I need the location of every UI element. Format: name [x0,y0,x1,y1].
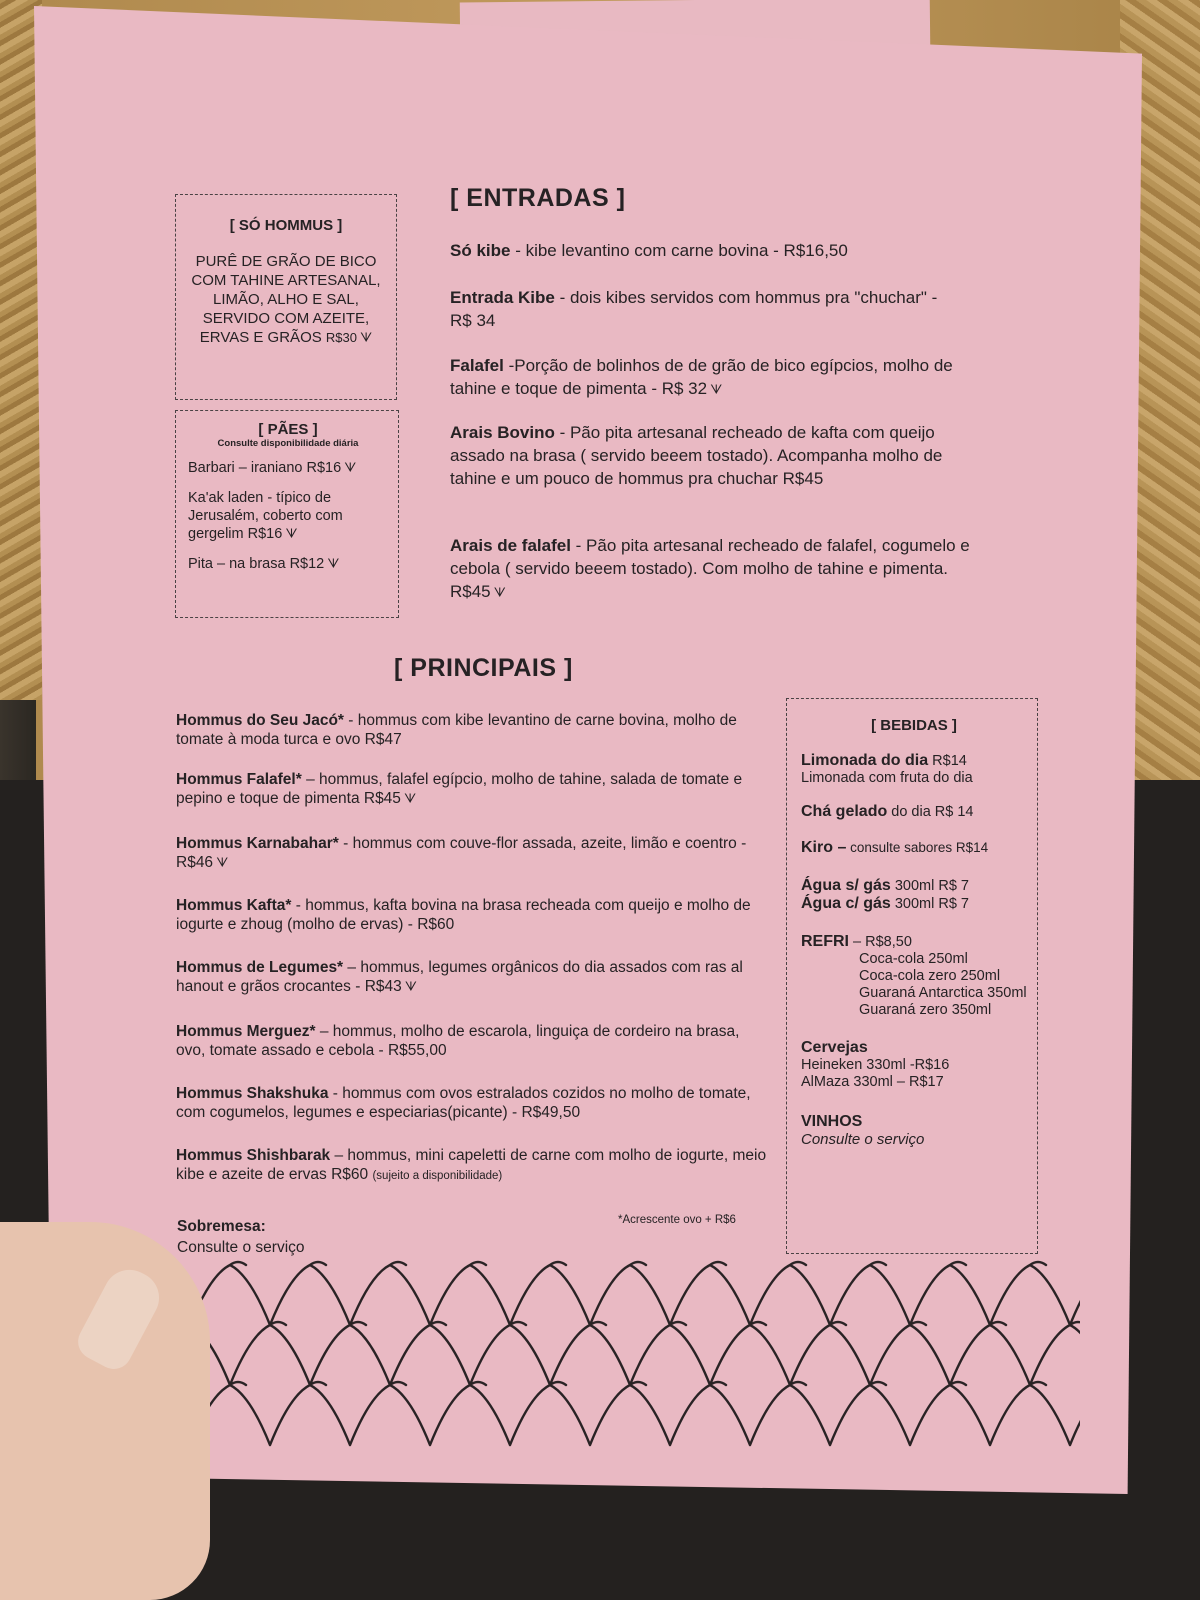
refri-option: Guaraná Antarctica 350ml [859,985,1027,1001]
paes-item: Barbari – iraniano R$16 ᗐ [188,460,357,476]
entrada-item: Só kibe - kibe levantino com carne bovina - R$16,50 [450,241,848,260]
egg-note: *Acrescente ovo + R$6 [618,1214,736,1226]
principal-item: Hommus Kafta* - hommus, kafta bovina na brasa recheada com queijo e molho de iogurte e zhoug (molho de ervas) - R$60 [176,897,751,933]
entrada-item: Arais de falafel - Pão pita artesanal recheado de falafel, cogumelo e cebola ( servido beeem tostado). Com molho de tahine e pimenta. R$45 ᗐ [450,536,970,601]
principal-item: Hommus Karnabahar* - hommus com couve-flor assada, azeite, limão e coentro - R$46 ᗐ [176,835,747,871]
agua-com-gas-item: Água c/ gás 300ml R$ 7 [801,895,969,912]
limonada-desc: Limonada com fruta do dia [801,770,973,786]
principal-item: Hommus Shakshuka - hommus com ovos estralados cozidos no molho de tomate, com cogumelos, legumes e especiarias(picante) - R$49,50 [176,1085,751,1121]
paes-box [175,410,399,618]
so-hommus-price: R$30 [325,330,357,345]
vegan-icon: ᗐ [403,791,417,806]
paes-title: [ PÃES ] [258,421,318,438]
refri-option: Guaraná zero 350ml [859,1002,992,1018]
decorative-net-pattern [110,1255,1080,1475]
refri-item: REFRI – R$8,50 [801,933,912,950]
entradas-title: [ ENTRADAS ] [450,184,626,212]
vinhos-desc: Consulte o serviço [801,1131,925,1148]
paes-item: Ka'ak laden - típico de Jerusalém, coberto com gergelim R$16 ᗐ [188,490,343,542]
vegan-icon: ᗐ [710,382,723,397]
refri-option: Coca-cola 250ml [859,951,968,967]
sobremesa-title: Sobremesa: [177,1218,266,1235]
vinhos-title: VINHOS [801,1113,863,1130]
so-hommus-text: PURÊ DE GRÃO DE BICO COM TAHINE ARTESANAL, LIMÃO, ALHO E SAL, SERVIDO COM AZEITE, ERVAS E GRÃOS [191,253,381,346]
cerveja-item: Heineken 330ml -R$16 [801,1057,950,1073]
hand [0,1222,210,1600]
principal-item: Hommus Falafel* – hommus, falafel egípcio, molho de tahine, salada de tomate e pepino e toque de pimenta R$45 ᗐ [176,771,743,807]
vegan-icon: ᗐ [327,556,340,571]
cervejas-title: Cervejas [801,1039,868,1056]
refri-list [859,951,1027,1019]
vegan-icon: ᗐ [216,855,229,870]
so-hommus-box [175,194,397,400]
so-hommus-title: [ SÓ HOMMUS ] [229,217,343,234]
availability-note: (sujeito a disponibilidade) [372,1170,503,1182]
vegan-icon: ᗐ [493,585,506,600]
cha-item: Chá gelado do dia R$ 14 [801,803,974,820]
limonada-item: Limonada do dia R$14 [801,752,967,769]
refri-option: Coca-cola zero 250ml [859,968,1001,984]
vegan-icon: ᗐ [404,979,417,994]
so-hommus-desc [188,252,384,347]
entrada-item: Falafel -Porção de bolinhos de de grão de bico egípcios, molho de tahine e toque de pimenta - R$ 32 ᗐ [450,356,953,398]
vegan-icon: ᗐ [360,330,373,345]
net-strokes [110,1262,1080,1445]
vegan-icon: ᗐ [285,526,298,541]
agua-sem-gas-item: Água s/ gás 300ml R$ 7 [801,877,969,894]
cerveja-item: AlMaza 330ml – R$17 [801,1074,944,1090]
principal-item: Hommus Merguez* – hommus, molho de escarola, linguiça de cordeiro na brasa, ovo, tomate assado e cebola - R$55,00 [176,1023,740,1059]
vegan-icon: ᗐ [344,460,357,475]
paes-item: Pita – na brasa R$12 ᗐ [188,556,340,572]
sobremesa-desc: Consulte o serviço [177,1239,305,1256]
principais-title: [ PRINCIPAIS ] [394,654,573,682]
bebidas-title: [ BEBIDAS ] [871,717,957,734]
kiro-item: Kiro – consulte sabores R$14 [801,839,989,856]
paes-subtitle: Consulte disponibilidade diária [217,438,359,449]
principal-item: Hommus do Seu Jacó* - hommus com kibe levantino de carne bovina, molho de tomate à moda turca e ovo R$47 [176,712,737,748]
principal-item: Hommus Shishbarak – hommus, mini capeletti de carne com molho de iogurte, meio kibe e azeite de ervas R$60 (sujeito a disponibilidade) [176,1147,767,1183]
principal-item: Hommus de Legumes* – hommus, legumes orgânicos do dia assados com ras al hanout e grãos crocantes - R$43 ᗐ [176,959,743,995]
entrada-item: Arais Bovino - Pão pita artesanal recheado de kafta com queijo assado na brasa ( servido beeem tostado). Acompanha molho de tahine e um pouco de hommus pra chuchar R$45 [450,423,943,488]
entrada-item: Entrada Kibe - dois kibes servidos com hommus pra "chuchar" - R$ 34 [450,288,938,330]
bebidas-box [786,698,1038,1254]
